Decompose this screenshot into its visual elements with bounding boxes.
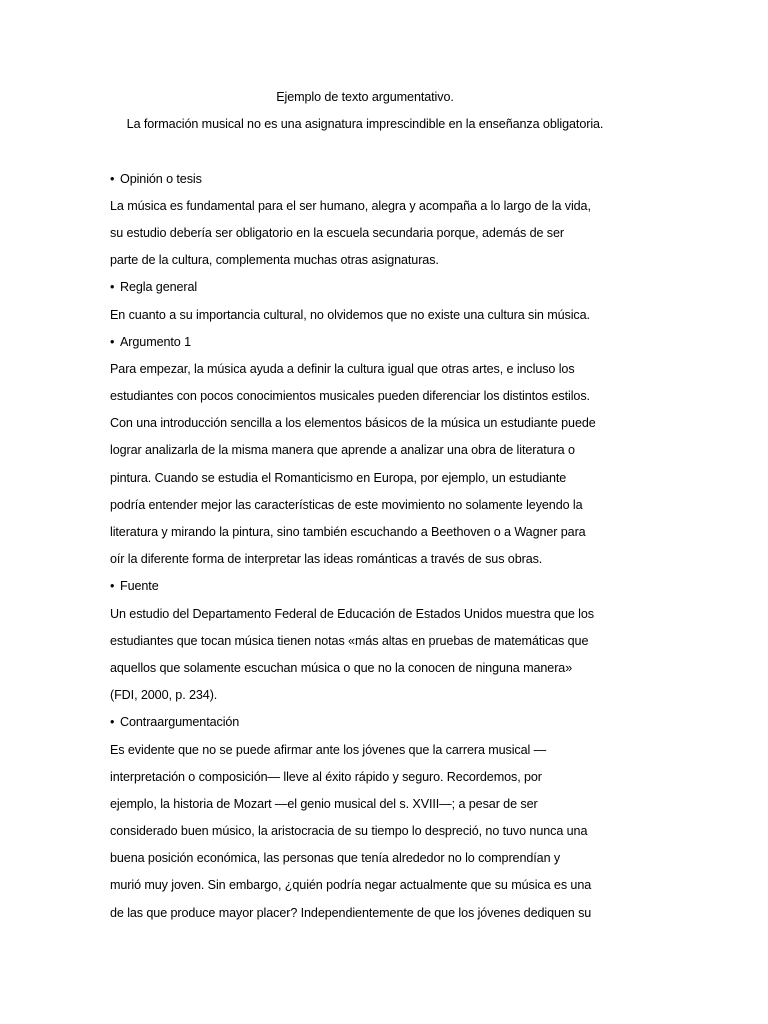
paragraph-line: su estudio debería ser obligatorio en la escuela secundaria porque, además de ser: [110, 225, 564, 240]
section-heading: [110, 329, 620, 356]
heading-text: Fuente: [120, 579, 159, 594]
paragraph-line: Un estudio del Departamento Federal de Educación de Estados Unidos muestra que los: [110, 606, 594, 621]
paragraph-line: parte de la cultura, complementa muchas otras asignaturas.: [110, 253, 439, 268]
paragraph-line: estudiantes con pocos conocimientos musicales pueden diferenciar los distintos estilos.: [110, 389, 590, 404]
paragraph-line: Con una introducción sencilla a los elementos básicos de la música un estudiante puede: [110, 416, 596, 431]
bullet-icon: •: [110, 715, 115, 730]
paragraph-line: murió muy joven. Sin embargo, ¿quién podría negar actualmente que su música es una: [110, 878, 592, 893]
section-heading: [110, 274, 620, 301]
bullet-icon: •: [110, 579, 115, 594]
paragraph-line: ejemplo, la historia de Mozart —el genio musical del s. XVIII—; a pesar de ser: [110, 796, 538, 811]
paragraph-line: lograr analizarla de la misma manera que aprende a analizar una obra de literatura o: [110, 443, 575, 458]
paragraph-line: literatura y mirando la pintura, sino también escuchando a Beethoven o a Wagner para: [110, 525, 586, 539]
paragraph-line: interpretación o composición— lleve al éxito rápido y seguro. Recordemos, por: [110, 769, 542, 784]
section-heading: [110, 709, 620, 736]
paragraph-line: aquellos que solamente escuchan música o que no la conocen de ninguna manera»: [110, 660, 573, 675]
heading-text: Contraargumentación: [120, 715, 240, 730]
bullet-icon: •: [110, 334, 115, 349]
document-title: Ejemplo de texto argumentativo.: [276, 90, 454, 104]
document-page: [110, 84, 620, 927]
paragraph-line: En cuanto a su importancia cultural, no olvidemos que no existe una cultura sin música.: [110, 307, 590, 322]
section-heading: [110, 573, 620, 600]
paragraph-line: (FDI, 2000, p. 234).: [110, 688, 218, 703]
paragraph-line: de las que produce mayor placer? Independientemente de que los jóvenes dediquen su: [110, 905, 592, 920]
document-subtitle: La formación musical no es una asignatura imprescindible en la enseñanza obligatoria.: [126, 117, 604, 132]
heading-text: Opinión o tesis: [120, 171, 202, 186]
paragraph-line: pintura. Cuando se estudia el Romanticismo en Europa, por ejemplo, un estudiante: [110, 470, 567, 485]
heading-text: Argumento 1: [120, 334, 192, 349]
blank-line: [110, 138, 620, 165]
paragraph-line: Para empezar, la música ayuda a definir la cultura igual que otras artes, e incluso los: [110, 361, 575, 376]
paragraph-line: estudiantes que tocan música tienen notas «más altas en pruebas de matemáticas que: [110, 633, 589, 648]
section-heading: [110, 166, 620, 193]
paragraph-line: buena posición económica, las personas que tenía alrededor no lo comprendían y: [110, 851, 561, 866]
paragraph-line: oír la diferente forma de interpretar las ideas románticas a través de sus obras.: [110, 552, 543, 567]
paragraph-line: considerado buen músico, la aristocracia de su tiempo lo despreció, no tuvo nunca una: [110, 824, 588, 839]
paragraph-line: podría entender mejor las características de este movimiento no solamente leyendo la: [110, 497, 583, 512]
bullet-icon: •: [110, 280, 115, 295]
paragraph-line: La música es fundamental para el ser humano, alegra y acompaña a lo largo de la vida,: [110, 198, 591, 213]
heading-text: Regla general: [120, 280, 198, 295]
bullet-icon: •: [110, 171, 115, 186]
paragraph-line: Es evidente que no se puede afirmar ante los jóvenes que la carrera musical —: [110, 742, 547, 757]
